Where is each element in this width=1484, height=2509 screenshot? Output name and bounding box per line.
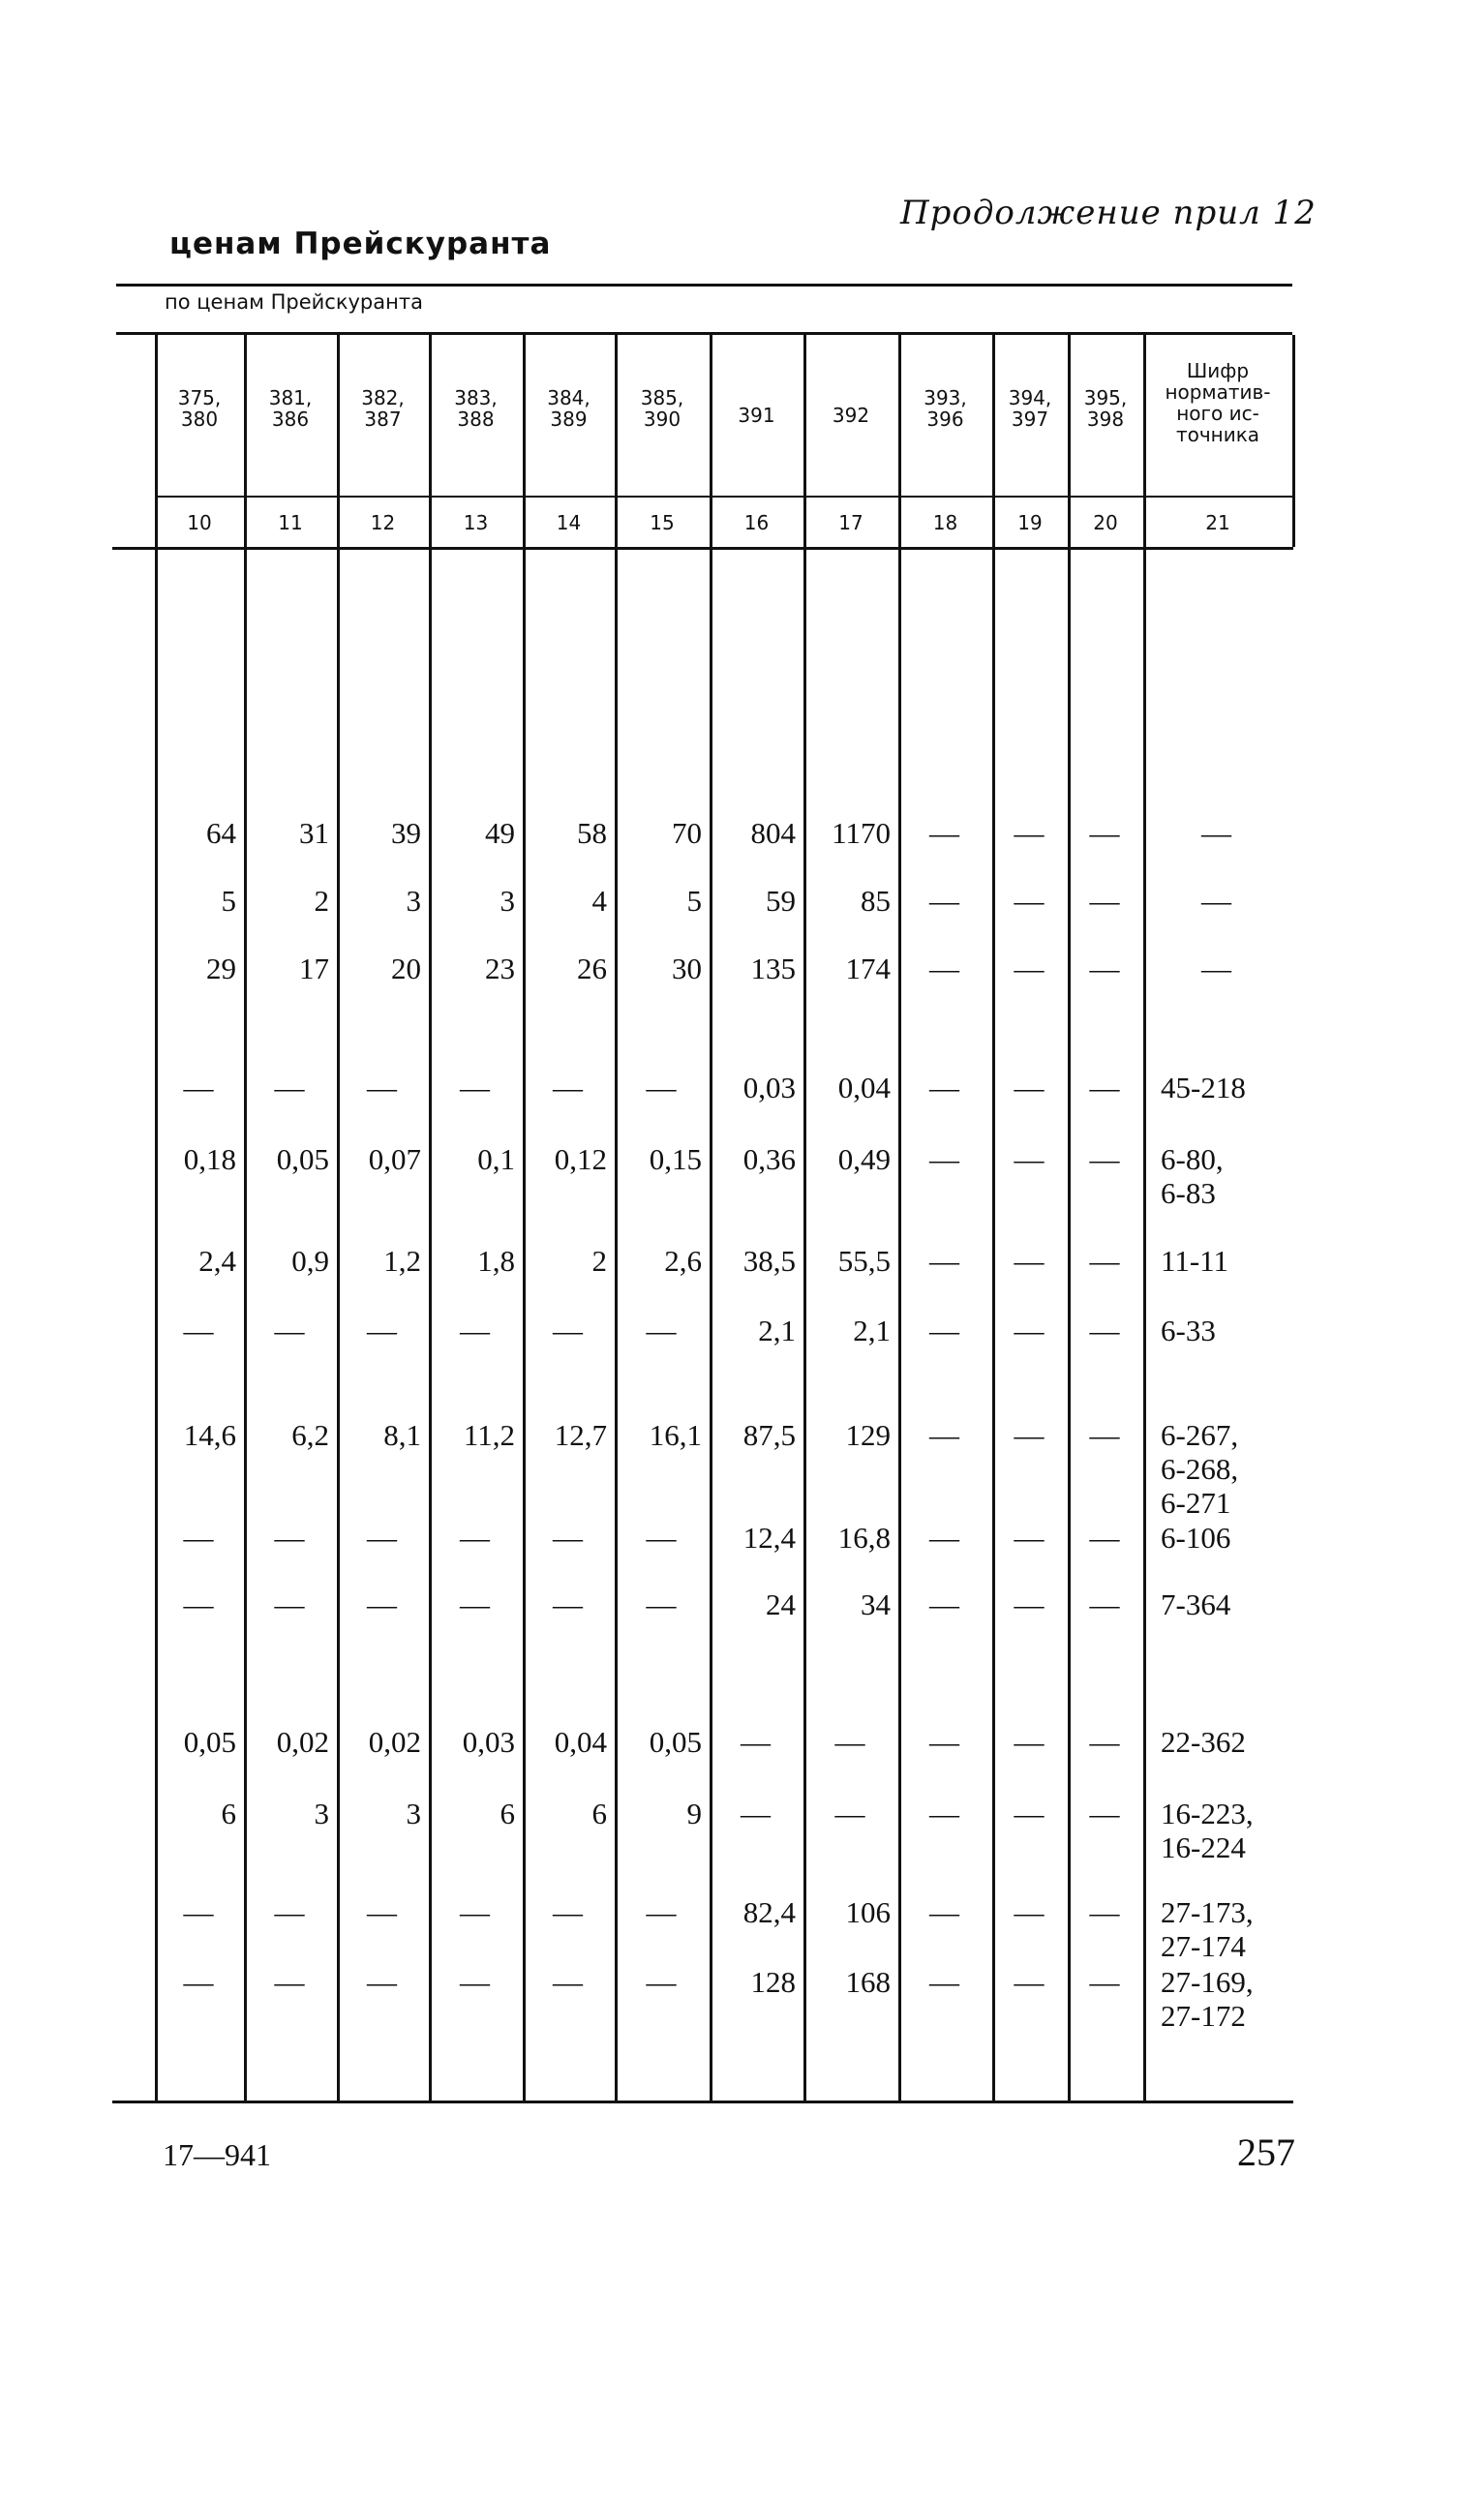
source-code: — xyxy=(1201,952,1231,985)
table-cell: — xyxy=(553,1521,583,1555)
table-cell: — xyxy=(1089,1797,1120,1830)
table-cell: 4 xyxy=(591,884,607,918)
table-cell: — xyxy=(460,1965,490,1999)
column-divider xyxy=(523,550,526,2101)
column-number: 19 xyxy=(1017,511,1043,534)
table-cell: — xyxy=(929,1587,959,1621)
table-cell: — xyxy=(929,1797,959,1830)
table-cell: 3 xyxy=(406,1797,421,1830)
table-cell: — xyxy=(646,1587,677,1621)
rule-table-bottom xyxy=(112,2101,1293,2103)
table-cell: 0,15 xyxy=(649,1142,702,1176)
column-divider xyxy=(337,550,340,2101)
column-header: 395, 398 xyxy=(1083,386,1128,431)
table-cell: — xyxy=(1089,884,1120,918)
column-divider xyxy=(429,550,432,2101)
table-cell: — xyxy=(929,1071,959,1104)
table-cell: 168 xyxy=(845,1965,891,1999)
table-cell: — xyxy=(274,1521,305,1555)
table-cell: 23 xyxy=(485,952,515,985)
table-cell: 6,2 xyxy=(291,1418,329,1452)
continuation-note: Продолжение прил 12 xyxy=(900,194,1317,232)
table-cell: — xyxy=(183,1314,214,1347)
table-cell: — xyxy=(646,1521,677,1555)
column-number: 12 xyxy=(370,511,396,534)
table-cell: 6 xyxy=(221,1797,236,1830)
table-cell: 12,4 xyxy=(742,1521,796,1555)
table-cell: 0,02 xyxy=(368,1725,421,1759)
column-header: 393, 396 xyxy=(924,386,967,431)
source-code: 27-169, 27-172 xyxy=(1161,1965,1254,2033)
column-divider xyxy=(615,550,618,2101)
column-divider xyxy=(992,550,995,2101)
table-cell: 1,8 xyxy=(477,1244,515,1278)
table-cell: — xyxy=(553,1965,583,1999)
table-cell: 2,1 xyxy=(853,1314,891,1347)
table-cell: — xyxy=(367,1314,397,1347)
table-cell: — xyxy=(274,1965,305,1999)
table-cell: — xyxy=(367,1521,397,1555)
table-cell: 5 xyxy=(686,884,702,918)
table-cell: — xyxy=(183,1587,214,1621)
table-cell: — xyxy=(367,1965,397,1999)
table-cell: 55,5 xyxy=(837,1244,891,1278)
table-cell: — xyxy=(1089,1521,1120,1555)
table-cell: 0,03 xyxy=(462,1725,515,1759)
table-cell: 0,49 xyxy=(837,1142,891,1176)
rule-top xyxy=(116,284,1292,287)
table-cell: — xyxy=(367,1587,397,1621)
table-cell: — xyxy=(1014,1071,1045,1104)
column-number: 16 xyxy=(743,511,770,534)
table-cell: — xyxy=(1014,1587,1045,1621)
table-cell: — xyxy=(929,816,959,850)
source-code: 45-218 xyxy=(1161,1071,1246,1104)
source-code: 11-11 xyxy=(1161,1244,1229,1278)
table-cell: 5 xyxy=(221,884,236,918)
table-title: ценам Прейскуранта xyxy=(169,227,552,261)
table-cell: — xyxy=(183,1521,214,1555)
table-cell: — xyxy=(1014,884,1045,918)
table-cell: 9 xyxy=(686,1797,702,1830)
table-cell: 0,02 xyxy=(276,1725,329,1759)
column-header: 391 xyxy=(738,404,775,427)
table-cell: — xyxy=(646,1895,677,1929)
table-cell: 174 xyxy=(845,952,891,985)
table-cell: — xyxy=(553,1314,583,1347)
table-cell: — xyxy=(1089,1965,1120,1999)
table-cell: 17 xyxy=(299,952,329,985)
table-cell: — xyxy=(460,1895,490,1929)
column-number: 17 xyxy=(838,511,863,534)
table-cell: — xyxy=(834,1725,865,1759)
table-cell: — xyxy=(1089,1418,1120,1452)
table-cell: 135 xyxy=(750,952,796,985)
table-cell: — xyxy=(1014,1895,1045,1929)
table-cell: 8,1 xyxy=(383,1418,421,1452)
table-cell: — xyxy=(460,1521,490,1555)
table-cell: 3 xyxy=(500,884,515,918)
table-cell: — xyxy=(274,1587,305,1621)
column-number: 13 xyxy=(463,511,489,534)
table-cell: 49 xyxy=(485,816,515,850)
column-header: 383, 388 xyxy=(454,386,498,431)
table-cell: — xyxy=(274,1895,305,1929)
table-cell: — xyxy=(1089,1142,1120,1176)
table-cell: 31 xyxy=(299,816,329,850)
table-cell: 64 xyxy=(206,816,236,850)
table-cell: — xyxy=(274,1071,305,1104)
table-cell: 6 xyxy=(500,1797,515,1830)
source-code: 6-267, 6-268, 6-271 xyxy=(1161,1418,1239,1520)
table-cell: 12,7 xyxy=(554,1418,607,1452)
table-cell: — xyxy=(1014,952,1045,985)
table-cell: — xyxy=(929,1244,959,1278)
column-header: 381, 386 xyxy=(268,386,313,431)
table-cell: 87,5 xyxy=(742,1418,796,1452)
source-code: 16-223, 16-224 xyxy=(1161,1797,1254,1864)
table-cell: — xyxy=(183,1895,214,1929)
table-cell: 11,2 xyxy=(463,1418,515,1452)
rule-header-mid xyxy=(155,496,1292,498)
table-cell: 128 xyxy=(750,1965,796,1999)
table-cell: 106 xyxy=(845,1895,891,1929)
column-divider xyxy=(1292,335,1295,547)
source-code: 6-106 xyxy=(1161,1521,1231,1555)
rule-header-top xyxy=(116,332,1292,335)
table-cell: — xyxy=(929,952,959,985)
table-cell: 70 xyxy=(672,816,702,850)
table-cell: 3 xyxy=(314,1797,329,1830)
table-cell: 2,6 xyxy=(664,1244,702,1278)
table-cell: 6 xyxy=(591,1797,607,1830)
table-cell: 34 xyxy=(861,1587,891,1621)
table-cell: 1170 xyxy=(832,816,891,850)
table-cell: 39 xyxy=(391,816,421,850)
column-header-source: Шифр норматив- ного ис- точника xyxy=(1165,359,1271,446)
table-cell: 82,4 xyxy=(742,1895,796,1929)
table-cell: — xyxy=(460,1587,490,1621)
table-cell: — xyxy=(929,884,959,918)
source-code: 7-364 xyxy=(1161,1587,1231,1621)
table-cell: — xyxy=(929,1965,959,1999)
source-code: 6-80, 6-83 xyxy=(1161,1142,1224,1210)
table-cell: — xyxy=(1089,816,1120,850)
table-cell: — xyxy=(929,1895,959,1929)
table-cell: 0,18 xyxy=(183,1142,236,1176)
column-divider xyxy=(710,550,712,2101)
table-cell: — xyxy=(1089,1314,1120,1347)
table-cell: 26 xyxy=(577,952,607,985)
column-number: 10 xyxy=(187,511,212,534)
source-code: 27-173, 27-174 xyxy=(1161,1895,1254,1963)
table-cell: — xyxy=(460,1071,490,1104)
table-cell: 129 xyxy=(845,1418,891,1452)
table-cell: 0,04 xyxy=(554,1725,607,1759)
column-divider xyxy=(803,550,806,2101)
column-divider xyxy=(244,550,247,2101)
table-cell: 24 xyxy=(766,1587,796,1621)
table-cell: — xyxy=(1089,952,1120,985)
column-divider xyxy=(155,550,158,2101)
column-header: 394, 397 xyxy=(1008,386,1052,431)
table-cell: — xyxy=(1014,1797,1045,1830)
table-cell: — xyxy=(1089,1725,1120,1759)
table-cell: — xyxy=(460,1314,490,1347)
table-cell: 2 xyxy=(314,884,329,918)
table-cell: 0,05 xyxy=(276,1142,329,1176)
source-code: 22-362 xyxy=(1161,1725,1246,1759)
table-cell: — xyxy=(553,1587,583,1621)
column-header: 392 xyxy=(832,404,870,427)
table-cell: 0,04 xyxy=(837,1071,891,1104)
table-cell: 2,1 xyxy=(758,1314,796,1347)
table-cell: — xyxy=(1014,1965,1045,1999)
table-cell: — xyxy=(646,1071,677,1104)
column-number: 20 xyxy=(1093,511,1118,534)
table-cell: 85 xyxy=(861,884,891,918)
table-cell: — xyxy=(1089,1071,1120,1104)
table-cell: 20 xyxy=(391,952,421,985)
rule-header-bottom xyxy=(112,547,1293,550)
table-cell: — xyxy=(367,1071,397,1104)
table-cell: — xyxy=(741,1797,771,1830)
table-cell: 0,36 xyxy=(742,1142,796,1176)
table-cell: — xyxy=(646,1965,677,1999)
column-header: 384, 389 xyxy=(547,386,591,431)
table-cell: 0,05 xyxy=(183,1725,236,1759)
table-cell: — xyxy=(1014,1244,1045,1278)
table-cell: 59 xyxy=(766,884,796,918)
table-cell: 0,07 xyxy=(368,1142,421,1176)
table-cell: 16,1 xyxy=(649,1418,702,1452)
table-cell: 58 xyxy=(577,816,607,850)
table-cell: 1,2 xyxy=(383,1244,421,1278)
table-cell: 2 xyxy=(591,1244,607,1278)
table-cell: 29 xyxy=(206,952,236,985)
table-cell: — xyxy=(1014,1314,1045,1347)
column-number: 21 xyxy=(1205,511,1230,534)
column-divider xyxy=(898,550,901,2101)
table-cell: — xyxy=(929,1418,959,1452)
table-cell: — xyxy=(274,1314,305,1347)
table-cell: — xyxy=(553,1895,583,1929)
column-header: 382, 387 xyxy=(361,386,405,431)
table-cell: — xyxy=(1089,1587,1120,1621)
source-code: — xyxy=(1201,884,1231,918)
column-number: 11 xyxy=(278,511,303,534)
table-cell: — xyxy=(929,1314,959,1347)
column-number: 18 xyxy=(932,511,958,534)
column-header: 375, 380 xyxy=(177,386,222,431)
table-cell: 0,9 xyxy=(291,1244,329,1278)
table-subtitle: по ценам Прейскуранта xyxy=(165,290,423,314)
table-cell: 0,12 xyxy=(554,1142,607,1176)
table-cell: — xyxy=(1014,1418,1045,1452)
table-cell: — xyxy=(1089,1895,1120,1929)
print-code: 17—941 xyxy=(163,2137,271,2172)
table-cell: — xyxy=(929,1725,959,1759)
table-cell: — xyxy=(367,1895,397,1929)
column-divider xyxy=(1068,550,1071,2101)
table-cell: 3 xyxy=(406,884,421,918)
table-cell: — xyxy=(1014,1142,1045,1176)
table-cell: 38,5 xyxy=(742,1244,796,1278)
column-header: 385, 390 xyxy=(640,386,684,431)
table-cell: 0,03 xyxy=(742,1071,796,1104)
page-number: 257 xyxy=(1237,2131,1295,2174)
table-cell: 804 xyxy=(750,816,796,850)
table-cell: — xyxy=(183,1071,214,1104)
table-cell: — xyxy=(646,1314,677,1347)
source-code: — xyxy=(1201,816,1231,850)
table-cell: 0,05 xyxy=(649,1725,702,1759)
table-cell: 16,8 xyxy=(837,1521,891,1555)
table-cell: — xyxy=(929,1142,959,1176)
table-cell: — xyxy=(1014,816,1045,850)
table-cell: — xyxy=(553,1071,583,1104)
table-cell: 0,1 xyxy=(477,1142,515,1176)
table-cell: — xyxy=(1014,1725,1045,1759)
column-divider xyxy=(1143,550,1146,2101)
table-cell: — xyxy=(183,1965,214,1999)
table-cell: 14,6 xyxy=(183,1418,236,1452)
table-cell: — xyxy=(1014,1521,1045,1555)
table-cell: 2,4 xyxy=(198,1244,236,1278)
source-code: 6-33 xyxy=(1161,1314,1216,1347)
table-cell: — xyxy=(1089,1244,1120,1278)
column-number: 14 xyxy=(556,511,582,534)
table-cell: 30 xyxy=(672,952,702,985)
column-number: 15 xyxy=(650,511,675,534)
table-cell: — xyxy=(741,1725,771,1759)
table-cell: — xyxy=(834,1797,865,1830)
table-cell: — xyxy=(929,1521,959,1555)
